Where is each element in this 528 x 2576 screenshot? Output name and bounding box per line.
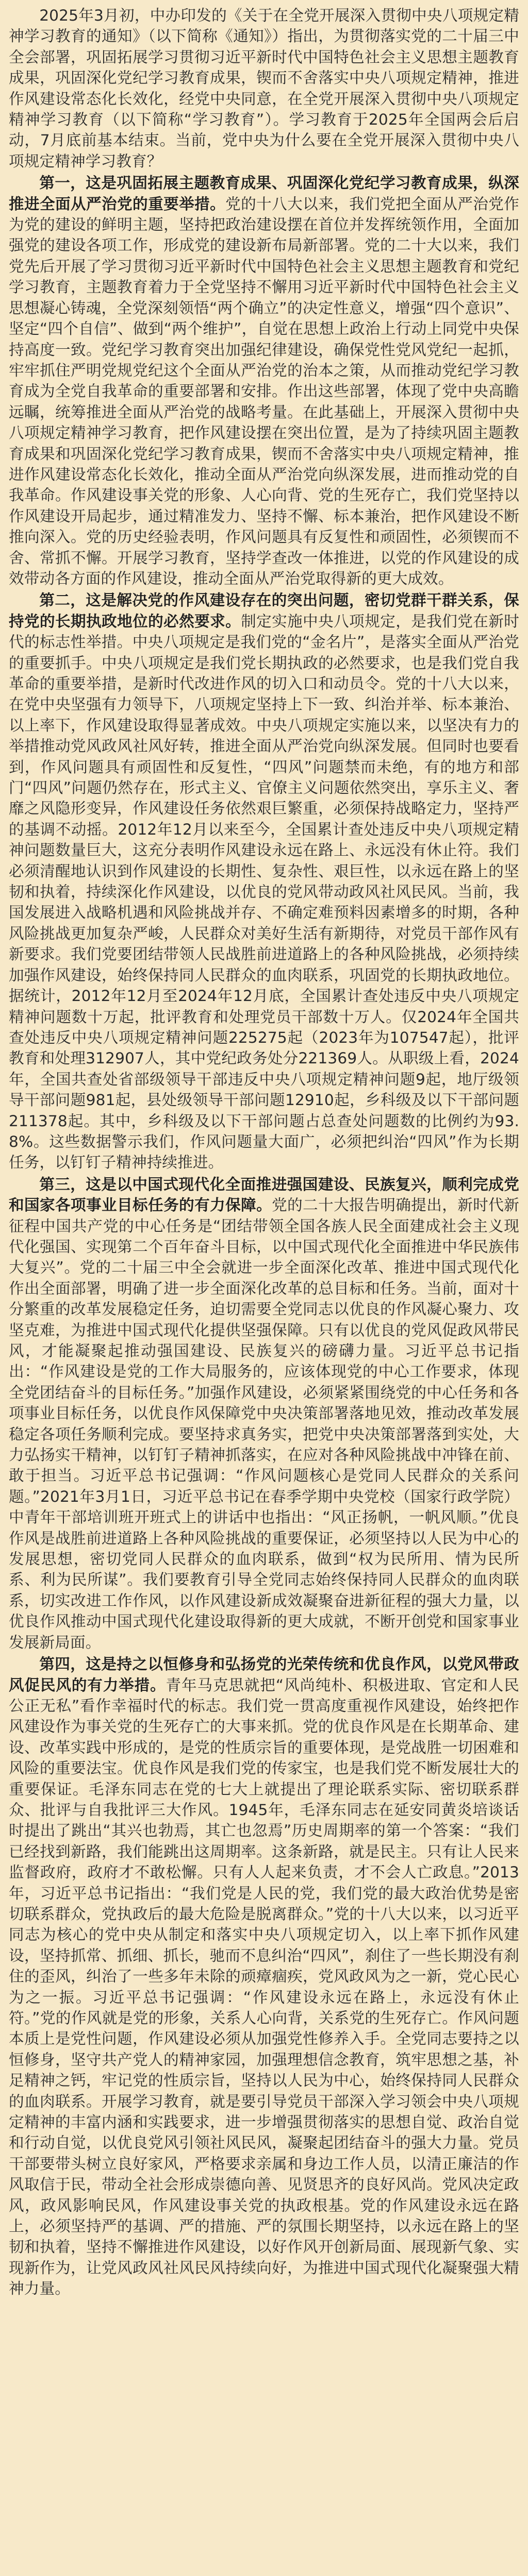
section-2-paragraph — [9, 590, 519, 1173]
section-3-text: 党的二十大报告明确提出，新时代新征程中国共产党的中心任务是“团结带领全国各族人民全面建成社会主义现代化强国、实现第二个百年奋斗目标，以中国式现代化全面推进中华民族伟大复兴”。党的二十届三中全会就进一步全面深化改革、推进中国式现代化作出全面部署，明确了进一步全面深化改革的总目标和任务。当前，面对十分繁重的改革发展稳定任务，迫切需要全党同志以优良的作风凝心聚力、攻坚克难，为推进中国式现代化提供坚强保障。只有以优良的党风促政风带民风，才能凝聚起推动强国建设、民族复兴的磅礴力量。习近平总书记指出：“作风建设是党的工作大局服务的，应该体现党的中心工作要求，体现全党团结奋斗的目标任务。”加强作风建设，必须紧紧围绕党的中心任务和各项事业目标任务，以优良作风保障党中央决策部署落地见效，推动改革发展稳定各项任务顺利完成。要坚持求真务实，把党中央决策部署落到实处，大力弘扬实干精神，以钉钉子精神抓落实，在应对各种风险挑战中冲锋在前、敢于担当。习近平总书记强调：“作风问题核心是党同人民群众的关系问题。”2021年3月1日，习近平总书记在春季学期中央党校（国家行政学院）中青年干部培训班开班式上的讲话中也指出：“风正扬帆，一帆风顺。”优良作风是战胜前进道路上各种风险挑战的重要保证，必须坚持以人民为中心的发展思想，密切党同人民群众的血肉联系，做到“权为民所用、情为民所系、利为民所谋”。我们要教育引导全党同志始终保持同人民群众的血肉联系，切实改进工作作风，以作风建设新成效凝聚奋进新征程的强大力量，以优良作风推动中国式现代化建设取得新的更大成就，不断开创党和国家事业发展新局面。 — [9, 1196, 519, 1651]
section-1-paragraph — [9, 173, 519, 589]
paragraph-text: 2025年3月初，中办印发的《关于在全党开展深入贯彻中央八项规定精神学习教育的通知》（以下简称《通知》）指出，为贯彻落实党的二十届三中全会部署，巩固拓展学习贯彻习近平新时代中国特色社会主义思想主题教育成果，巩固深化党纪学习教育成果，锲而不舍落实中央八项规定精神，推进作风建设常态化长效化，经党中央同意，在全党开展深入贯彻中央八项规定精神学习教育（以下简称“学习教育”）。学习教育于2025年全国两会后启动，7月底前基本结束。当前，党中央为什么要在全党开展深入贯彻中央八项规定精神学习教育？ — [9, 7, 519, 170]
section-4-text: 青年马克思就把“风尚纯朴、积极进取、官定和人民公正无私”看作幸福时代的标志。我们党一贯高度重视作风建设，始终把作风建设作为事关党的生死存亡的大事来抓。党的优良作风是在长期革命、建设、改革实践中形成的，是党的性质宗旨的重要体现，是党战胜一切困难和风险的重要法宝。优良作风是我们党的传家宝，也是我们党不断发展壮大的重要保证。毛泽东同志在党的七大上就提出了理论联系实际、密切联系群众、批评与自我批评三大作风。1945年，毛泽东同志在延安同黄炎培谈话时提出了跳出“其兴也勃焉，其亡也忽焉”历史周期率的第一个答案：“我们已经找到新路，我们能跳出这周期率。这条新路，就是民主。只有让人民来监督政府，政府才不敢松懈。只有人人起来负责，才不会人亡政息。”2013年，习近平总书记指出：“我们党是人民的党，我们党的最大政治优势是密切联系群众，党执政后的最大危险是脱离群众。”党的十八大以来，以习近平同志为核心的党中央从制定和落实中央八项规定切入，以上率下抓作风建设，坚持抓常、抓细、抓长，驰而不息纠治“四风”，刹住了一些长期没有刹住的歪风，纠治了一些多年未除的顽瘴痼疾，党风政风为之一新，党心民心为之一振。习近平总书记强调：“作风建设永远在路上，永远没有休止符。”党的作风就是党的形象，关系人心向背，关系党的生死存亡。作风问题本质上是党性问题，作风建设必须从加强党性修养入手。全党同志要持之以恒修身，坚守共产党人的精神家园，加强理想信念教育，筑牢思想之基，补足精神之钙，牢记党的性质宗旨，坚持以人民为中心，始终保持同人民群众的血肉联系。开展学习教育，就是要引导党员干部深入学习领会中央八项规定精神的丰富内涵和实践要求，进一步增强贯彻落实的思想自觉、政治自觉和行动自觉，以优良党风引领社风民风，凝聚起团结奋斗的强大力量。党员干部要带头树立良好家风，严格要求亲属和身边工作人员，以清正廉洁的作风取信于民，带动全社会形成崇德向善、见贤思齐的良好风尚。党风决定政风，政风影响民风，作风建设事关党的执政根基。党的作风建设永远在路上，必须坚持严的基调、严的措施、严的氛围长期坚持，以永远在路上的坚韧和执着，坚持不懈推进作风建设，以好作风开创新局面、展现新气象、实现新作为，让党风政风社风民风持续向好，为推进中国式现代化凝聚强大精神力量。 — [9, 1676, 520, 2298]
section-2-heading: 第二，这是解决党的作风建设存在的突出问题，密切党群干群关系，保持党的长期执政地位的必然要求。 — [9, 591, 519, 630]
section-3-heading: 第三，这是以中国式现代化全面推进强国建设、民族复兴，顺利完成党和国家各项事业目标任务的有力保障。 — [9, 1175, 519, 1214]
section-4-heading: 第四，这是持之以恒修身和弘扬党的光荣传统和优良作风，以党风带政风促民风的有力举措。 — [9, 1655, 519, 1694]
section-3-paragraph — [9, 1174, 519, 1653]
section-2-text: 制定实施中央八项规定，是我们党在新时代的标志性举措。中央八项规定是我们党的“金名片”，是落实全面从严治党的重要抓手。中央八项规定是我们党长期执政的必然要求，也是我们党自我革命的重要举措，是新时代改进作风的切入口和动员令。党的十八大以来，在党中央坚强有力领导下，八项规定坚持上下一致、纠治并举、标本兼治、以上率下，作风建设取得显著成效。中央八项规定实施以来，以坚决有力的举措推动党风政风社风好转，推进全面从严治党向纵深发展。但同时也要看到，作风问题具有顽固性和反复性，“四风”问题禁而未绝，有的地方和部门“四风”问题仍然存在，形式主义、官僚主义问题依然突出，享乐主义、奢靡之风隐形变异，作风建设任务依然艰巨繁重，必须保持战略定力，坚持严的基调不动摇。2012年12月以来至今，全国累计查处违反中央八项规定精神问题数量巨大，这充分表明作风建设永远在路上、永远没有休止符。我们必须清醒地认识到作风建设的长期性、复杂性、艰巨性，以永远在路上的坚韧和执着，持续深化作风建设，以优良的党风带动政风社风民风。当前，我国发展进入战略机遇和风险挑战并存、不确定难预料因素增多的时期，各种风险挑战更加复杂严峻，人民群众对美好生活有新期待，对党员干部作风有新要求。我们党要团结带领人民战胜前进道路上的各种风险挑战，必须持续加强作风建设，始终保持同人民群众的血肉联系，巩固党的长期执政地位。据统计，2012年12月至2024年12月底，全国累计查处违反中央八项规定精神问题数十万起，批评教育和处理党员干部数十万人。仅2024年全国共查处违反中央八项规定精神问题225275起（2023年为107547起），批评教育和处理312907人，其中党纪政务处分221369人。从职级上看，2024年，全国共查处省部级领导干部违反中央八项规定精神问题9起，地厅级领导干部问题981起，县处级领导干部问题12910起，乡科级及以下干部问题211378起。其中，乡科级及以下干部问题占总查处问题数的比例约为93.8%。这些数据警示我们，作风问题量大面广，必须把纠治“四风”作为长期任务，以钉钉子精神持续推进。 — [9, 612, 520, 1172]
intro-paragraph — [9, 5, 519, 172]
section-4-paragraph — [9, 1654, 519, 2299]
article-body — [9, 5, 519, 2299]
section-1-heading: 第一，这是巩固拓展主题教育成果、巩固深化党纪学习教育成果，纵深推进全面从严治党的重要举措。 — [9, 174, 519, 213]
section-1-text: 党的十八大以来，我们党把全面从严治党作为党的建设的鲜明主题，坚持把政治建设摆在首位并发挥统领作用，全面加强党的建设各项工作，形成党的建设新布局新部署。党的二十大以来，我们党先后开展了学习贯彻习近平新时代中国特色社会主义思想主题教育和党纪学习教育，主题教育着力于全党坚持不懈用习近平新时代中国特色社会主义思想凝心铸魂，全党深刻领悟“两个确立”的决定性意义，增强“四个意识”、坚定“四个自信”、做到“两个维护”，自觉在思想上政治上行动上同党中央保持高度一致。党纪学习教育突出加强纪律建设，确保党性党风党纪一起抓，牢牢抓住严明党规党纪这个全面从严治党的治本之策，从而推动党纪学习教育成为全党自我革命的重要部署和安排。作出这些部署，体现了党中央高瞻远瞩，统筹推进全面从严治党的战略考量。在此基础上，开展深入贯彻中央八项规定精神学习教育，把作风建设摆在突出位置，是为了持续巩固主题教育成果和巩固深化党纪学习教育成果，锲而不舍落实中央八项规定精神，推进作风建设常态化长效化，推动全面从严治党向纵深发展，进而推动党的自我革命。作风建设事关党的形象、人心向背、党的生死存亡，我们党坚持以作风建设开局起步，通过精准发力、坚持不懈、标本兼治，把作风建设不断推向深入。党的历史经验表明，作风问题具有反复性和顽固性，必须锲而不舍、常抓不懈。开展学习教育，坚持学查改一体推进，以党的作风建设的成效带动各方面的作风建设，推动全面从严治党取得新的更大成效。 — [9, 195, 519, 587]
